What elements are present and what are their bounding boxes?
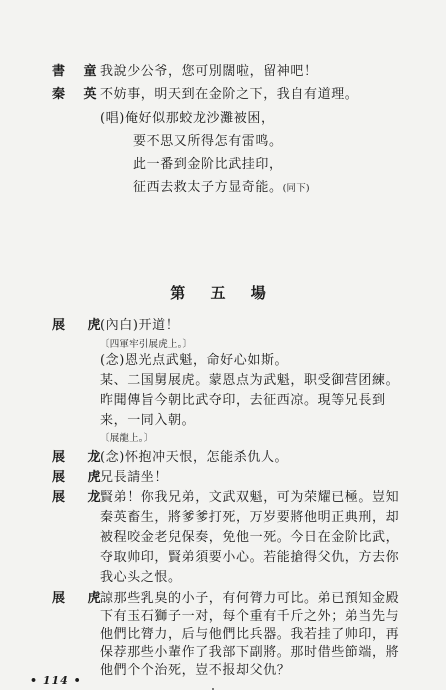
line-text: 他們比膂力，后与他們比兵器。我若挂了帅印，再 [100,627,400,642]
speaker-name: 展 龙 [52,450,110,465]
scene-title: 第 五 場 [170,284,276,302]
line-text: 某、二国舅展虎。蒙恩点为武魁，职受御营团練。 [100,373,400,388]
line-text: 我心头之恨。 [100,570,182,585]
verse-line: 要不思又所得怎有雷鸣。 [133,134,283,149]
speaker-name: 展 虎 [52,591,110,606]
line-text: 我說少公爷，您可別闊啦，留神吧！ [100,64,318,79]
speaker-name: 展 虎 [52,318,110,333]
line-text: 下有玉石獅子一对，每个重有千斤之外；弟当先与 [100,609,400,624]
speaker-name: 展 虎 [52,470,110,485]
line-text: 他們个个治死，豈不报却父仇？ [100,663,291,678]
line-text: 昨聞傳旨今朝比武夺印，去征西凉。現等兄長到 [100,393,386,408]
stage-direction: 〔四軍牢引展虎上。〕 [100,339,193,350]
line-text: (念)恩光点武魁，命好心如斯。 [100,353,289,368]
verse-line: 此一番到金阶比武挂印， [133,157,283,172]
verse-text: 征西去救太子方显奇能。 [133,180,283,195]
stage-direction: 〔展龍上。〕 [100,433,154,444]
line-text: 秦英畜生，將爹爹打死，万岁要將他明正典刑，却 [100,510,400,525]
line-text: 賢弟！你我兄弟，文武双魁，可为荣耀已極。豈知 [100,490,400,505]
line-text: (念)怀抱冲天恨，怎能杀仇人。 [100,450,289,465]
line-text: 夺取帅印，賢弟須要小心。若能搶得父仇，方去你 [100,550,400,565]
speaker-name: 秦 英 [52,87,104,102]
line-text: 兄長請坐！ [100,470,169,485]
stage-direction: (同下) [282,183,310,194]
line-text: (唱)俺好似那蛟龙沙灘被困， [100,111,275,126]
speaker-name: 展 龙 [52,490,110,505]
line-text: 被程咬金老兒保奏，免他一死。今日在金阶比武， [100,530,400,545]
line-text: (內白)开道！ [100,318,180,333]
page-number: • 114 • [30,674,82,687]
verse-line [133,180,310,197]
line-text: 諒那些乳臭的小子，有何膂力可比。弟已預知金殿 [100,591,400,606]
speaker-name: 書 童 [52,64,104,79]
line-text: 不妨事，明天到在金阶之下，我自有道理。 [100,87,359,102]
line-text: 保荐那些小輩作了我部下副將。那时借些節端，將 [100,645,400,660]
line-text: 来，一同入朝。 [100,413,196,428]
